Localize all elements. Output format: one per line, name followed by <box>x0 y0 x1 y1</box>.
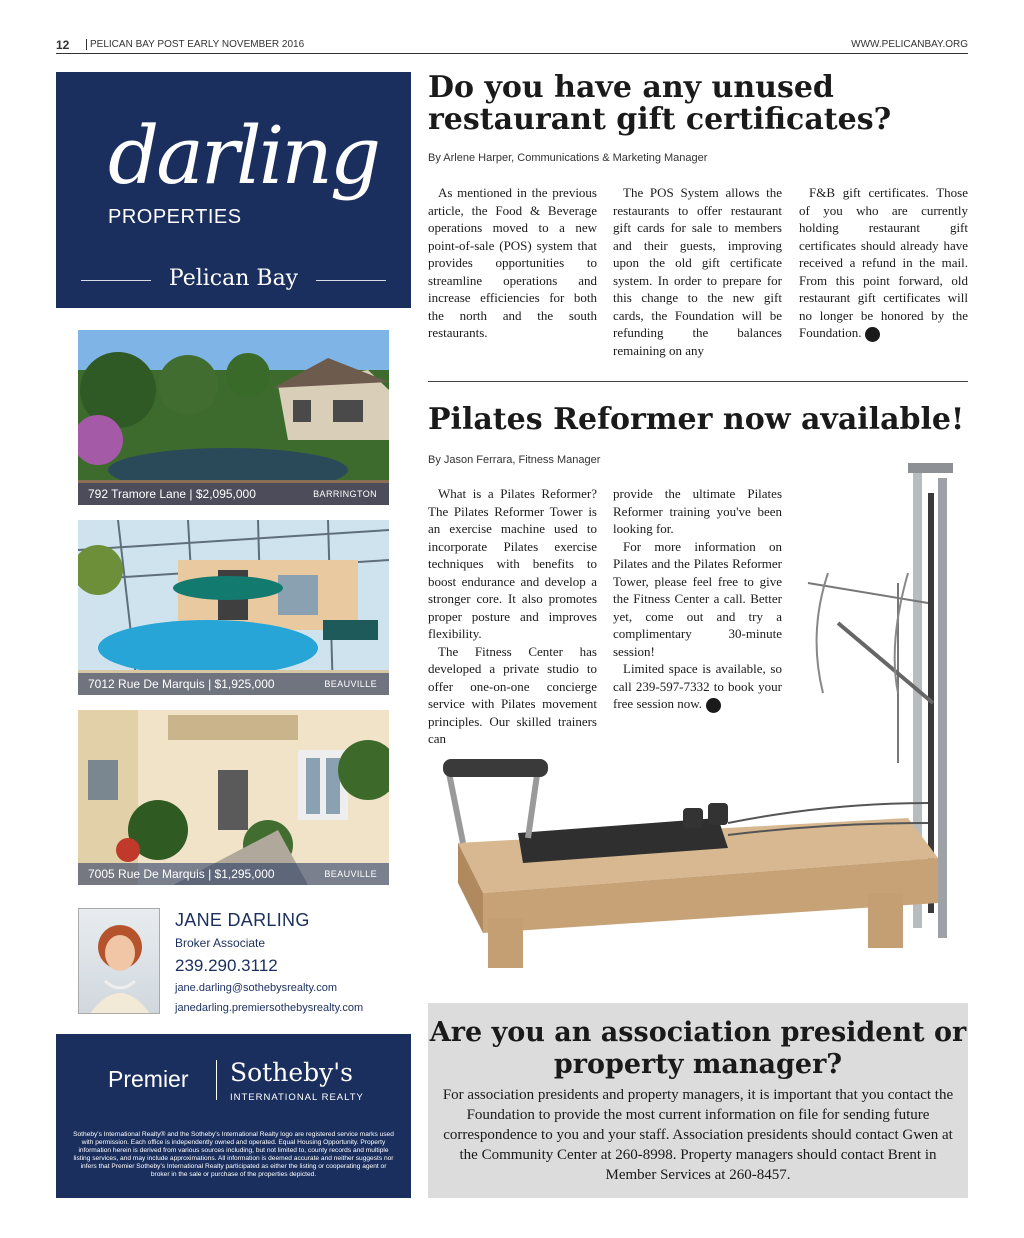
article-column: F&B gift certificates. Those of you who are currently holding restaurant gift certificates should already have received a refund in the mail. From this point forward, old restaurant gift certificates will no longer be honored by the Foundation. <box>799 185 968 340</box>
listing-address-price: 7012 Rue De Marquis | $1,925,000 <box>88 677 275 691</box>
listing-caption <box>78 673 389 695</box>
sothebys-panel <box>56 1034 411 1198</box>
agent-name: JANE DARLING <box>175 910 310 930</box>
website-link[interactable]: WWW.PELICANBAY.ORG <box>851 39 968 50</box>
agent-website[interactable]: janedarling.premiersothebysrealty.com <box>175 1002 364 1014</box>
listing-address-price: 792 Tramore Lane | $2,095,000 <box>88 487 256 501</box>
section-divider <box>428 381 968 382</box>
agent-portrait <box>78 908 160 1014</box>
agent-phone[interactable]: 239.290.3112 <box>175 956 278 975</box>
listing-address-price: 7005 Rue De Marquis | $1,295,000 <box>88 867 275 881</box>
house-photo-courtyard <box>78 710 389 885</box>
article-title: Do you have any unused restaurant gift certificates? <box>428 70 892 137</box>
sothebys-logo-text: Sotheby's <box>230 1058 353 1087</box>
listing-area: BARRINGTON <box>313 489 377 499</box>
listing-area: BEAUVILLE <box>324 679 377 689</box>
pilates-reformer-image <box>428 463 968 978</box>
article-column: The POS System allows the restaurants to offer restaurant gift cards for sale to members and their guests, improving upon the old gift certificate system. In order to prepare for this change to the new gift cards, the Foundation will be refunding the balances remaining on any <box>613 185 782 358</box>
darling-logo-script: darling <box>108 109 379 202</box>
notice-box <box>428 1003 968 1198</box>
article-byline: By Jason Ferrara, Fitness Manager <box>428 454 601 466</box>
house-photo-pool-garden <box>78 330 389 505</box>
listing-caption <box>78 863 389 885</box>
page-header <box>56 38 968 54</box>
listing-area: BEAUVILLE <box>324 869 377 879</box>
agent-contact <box>78 908 398 1014</box>
real-estate-ad <box>56 72 411 1198</box>
notice-body: For association presidents and property managers, it is important that you contact the Foundation to provide the most current information on file for sending future correspondence to you and your staff. Association presidents should contact Gwen at the Community Center at 260-8998. Property managers should contact Brent in Member Services at 260-8457. <box>442 1087 954 1183</box>
logo-divider <box>216 1060 217 1100</box>
publication-name: PELICAN BAY POST EARLY NOVEMBER 2016 <box>86 39 304 50</box>
article-column: provide the ultimate Pilates Reformer training you've been looking for. For more information on Pilates and the Pilates Reformer Tower, please feel free to give the Fitness Center a call. Better yet, come out and try a complimentary 30-minute session! Limited space is available, so call 239-597-7332 to book your free session now. <box>613 486 782 711</box>
international-realty-label: INTERNATIONAL REALTY <box>230 1092 364 1103</box>
article-title: Pilates Reformer now available! <box>428 402 965 437</box>
end-mark-icon <box>865 327 880 342</box>
listing-card[interactable] <box>78 520 389 695</box>
premier-logo-text: Premier <box>108 1066 189 1092</box>
article-byline: By Arlene Harper, Communications & Marketing Manager <box>428 152 708 164</box>
page-number: 12 <box>56 38 70 52</box>
darling-logo-properties: PROPERTIES <box>108 206 242 228</box>
house-photo-pool-cage <box>78 520 389 695</box>
ad-brand-panel <box>56 72 411 308</box>
listing-card[interactable] <box>78 330 389 505</box>
article-column: What is a Pilates Reformer? The Pilates Reformer Tower is an exercise machine used to incorporate Pilates exercise techniques with benefits to boost endurance and develop a stronger core. It also promotes proper posture and improves flexibility. The Fitness Center has developed a private studio to offer one-on-one concierge service with Pilates movement principles. Our skilled trainers can <box>428 486 597 746</box>
notice-title: Are you an association president or property manager? <box>429 1017 967 1080</box>
agent-title: Broker Associate <box>175 936 266 950</box>
article-column: As mentioned in the previous article, the Food & Beverage operations moved to a new point-of-sale (POS) system that provides opportunities to streamline operations and increase efficiencies for both the north and the south restaurants. <box>428 185 597 340</box>
listing-card[interactable] <box>78 710 389 885</box>
ad-disclaimer: Sotheby's International Realty® and the Sotheby's International Realty logo are registered service marks used with permission. Each office is independently owned and operated. Equal Housing Opportunity. Property information herein is derived from various sources including, but not limited to, county records and multiple listing services, and may include approximations. All information is deemed accurate and neither suggests nor infers that Premier Sotheby's International Realty participated as either the listing or cooperating agent or broker in the sale or purchase of the properties depicted. <box>73 1131 394 1178</box>
agent-email[interactable]: jane.darling@sothebysrealty.com <box>175 982 337 994</box>
listing-caption <box>78 483 389 505</box>
ad-location: Pelican Bay <box>56 266 411 291</box>
